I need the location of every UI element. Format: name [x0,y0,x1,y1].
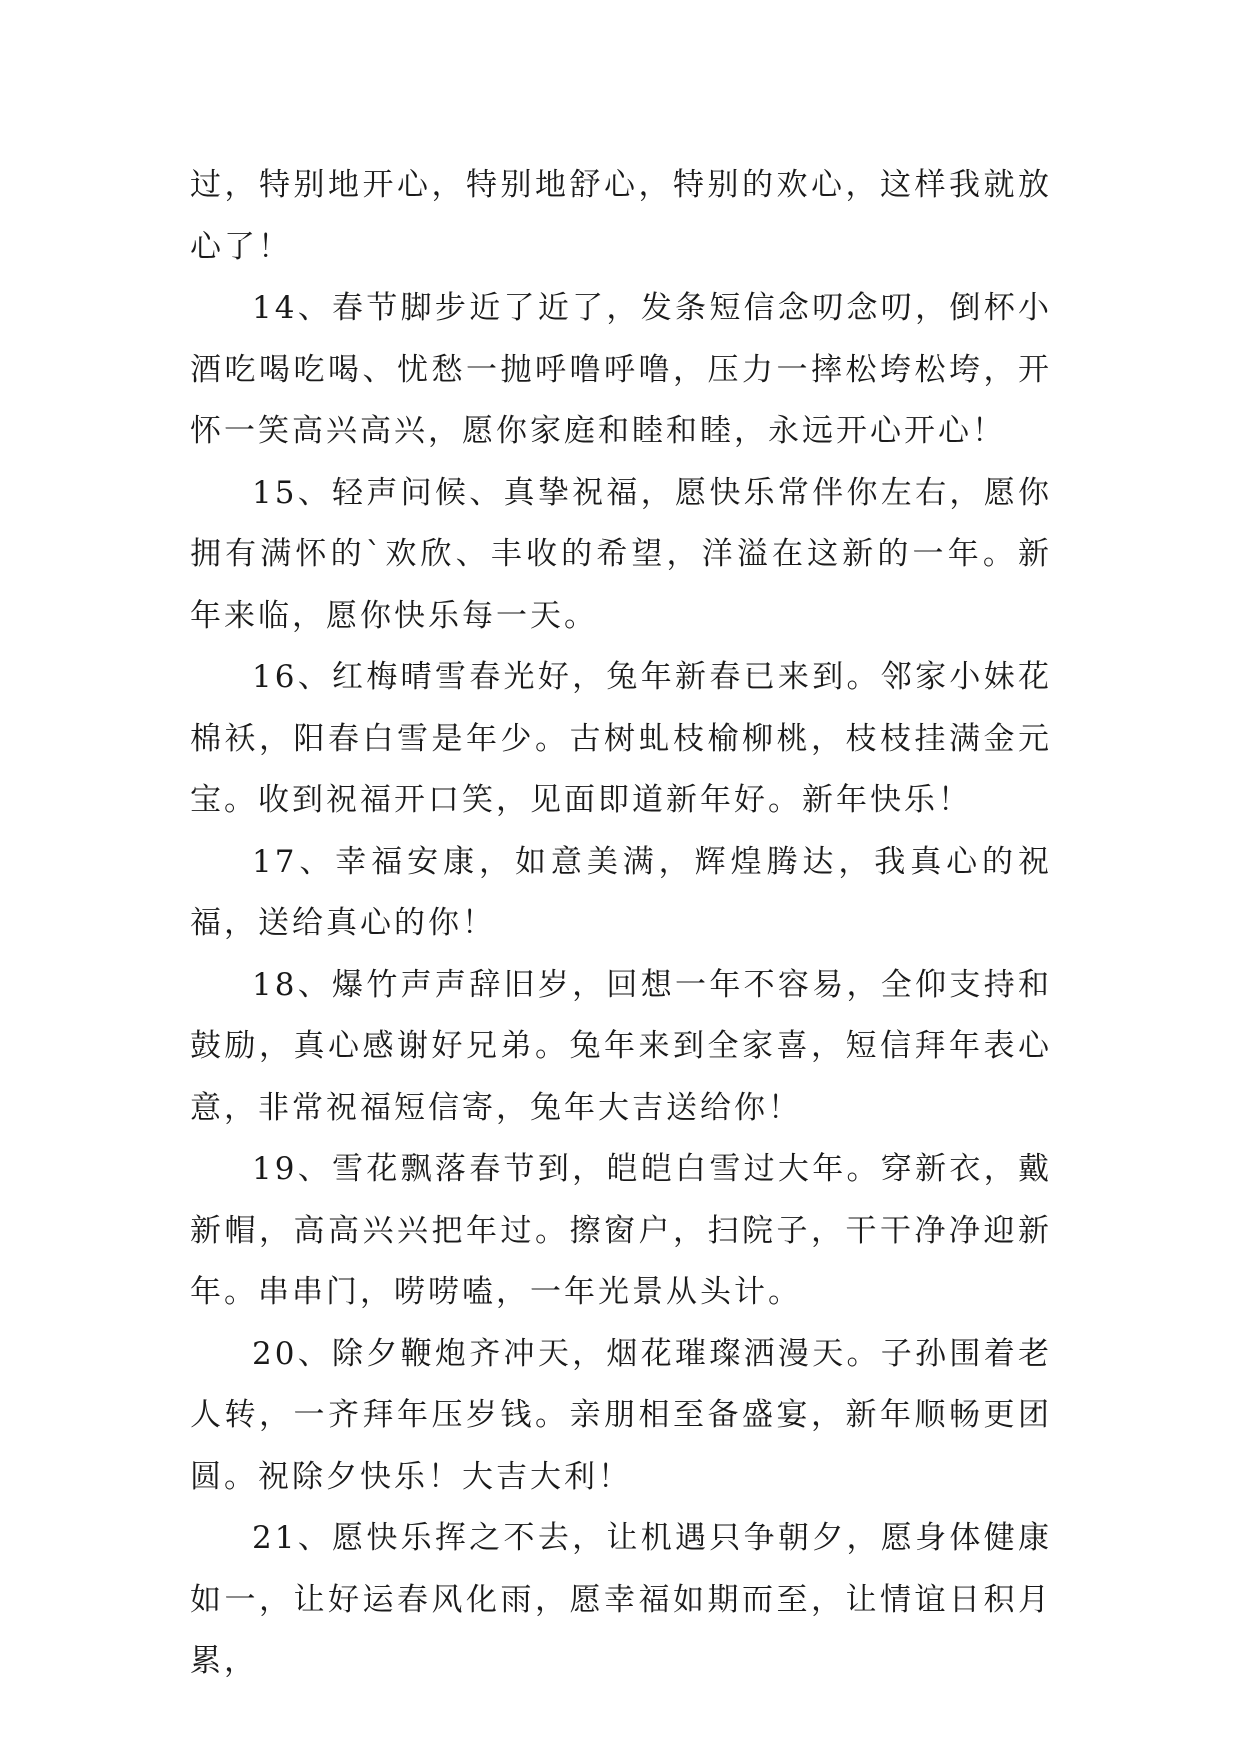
paragraph-16: 16、红梅晴雪春光好，兔年新春已来到。邻家小妹花棉袄，阳春白雪是年少。古树虬枝榆柳桃，枝枝挂满金元宝。收到祝福开口笑，见面即道新年好。新年快乐！ [190,659,1052,818]
paragraph-19: 19、雪花飘落春节到，皑皑白雪过大年。穿新衣，戴新帽，高高兴兴把年过。擦窗户，扫院子，干干净净迎新年。串串门，唠唠嗑，一年光景从头计。 [190,1151,1052,1310]
document-body [190,155,1052,1693]
paragraph-14: 14、春节脚步近了近了，发条短信念叨念叨，倒杯小酒吃喝吃喝、忧愁一抛呼噜呼噜，压力一摔松垮松垮，开怀一笑高兴高兴，愿你家庭和睦和睦，永远开心开心！ [190,290,1052,449]
paragraph-continuation: 过，特别地开心，特别地舒心，特别的欢心，这样我就放心了！ [190,167,1052,265]
paragraph-21: 21、愿快乐挥之不去，让机遇只争朝夕，愿身体健康如一，让好运春风化雨，愿幸福如期而至，让情谊日积月累， [190,1520,1052,1679]
paragraph-15: 15、轻声问候、真挚祝福，愿快乐常伴你左右，愿你拥有满怀的`欢欣、丰收的希望，洋溢在这新的一年。新年来临，愿你快乐每一天。 [190,474,1052,634]
paragraph-20: 20、除夕鞭炮齐冲天，烟花璀璨洒漫天。子孙围着老人转，一齐拜年压岁钱。亲朋相至备盛宴，新年顺畅更团圆。祝除夕快乐！大吉大利！ [190,1335,1052,1495]
paragraph-18: 18、爆竹声声辞旧岁，回想一年不容易，全仰支持和鼓励，真心感谢好兄弟。兔年来到全家喜，短信拜年表心意，非常祝福短信寄，兔年大吉送给你！ [190,966,1052,1126]
paragraph-17: 17、幸福安康，如意美满，辉煌腾达，我真心的祝福，送给真心的你！ [190,843,1052,941]
